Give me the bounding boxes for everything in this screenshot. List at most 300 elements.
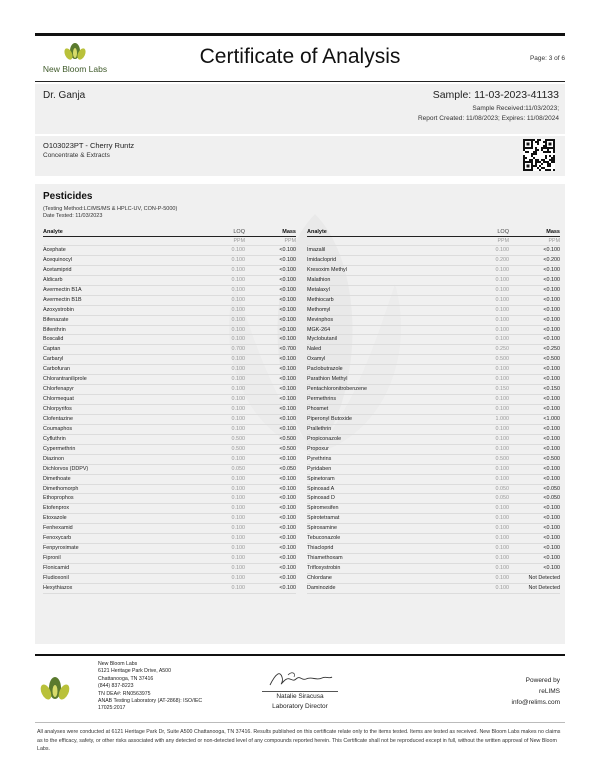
mass-value: <0.100 [543,445,560,452]
analyte-name: Imidacloprid [307,256,337,263]
analyte-name: Acequinocyl [43,256,73,263]
mass-value: <0.100 [279,296,296,303]
mass-value: <0.100 [543,475,560,482]
analyte-name: Oxamyl [307,356,326,363]
table-row [43,425,296,435]
table-row [43,256,296,266]
top-rule [35,33,565,36]
analyte-name: Diazinon [43,455,64,462]
loq-value: 0.100 [231,266,245,273]
analyte-name: Thiacloprid [307,545,334,552]
mass-value: <1.000 [543,415,560,422]
analyte-name: Pyrethrins [307,455,332,462]
loq-value: 0.100 [495,555,509,562]
loq-value: 0.100 [495,505,509,512]
loq-value: 0.100 [231,286,245,293]
loq-value: 0.050 [231,465,245,472]
mass-value: <0.100 [543,396,560,403]
analyte-name: Permethrins [307,396,337,403]
loq-value: 0.500 [495,356,509,363]
analyte-name: Malathion [307,276,331,283]
lab-address-line: Chattanooga, TN 37416 [98,675,154,682]
column-header-analyte: Analyte [43,229,63,235]
mass-value: <0.100 [279,266,296,273]
table-row [307,266,560,276]
analyte-name: Methiocarb [307,296,334,303]
mass-value: <0.100 [279,396,296,403]
mass-value: Not Detected [528,584,560,591]
table-row [307,345,560,355]
loq-value: 0.100 [495,535,509,542]
disclaimer-text: All analyses were conducted at 6121 Heritage Park Dr, Suite A500 Chattanooga, TN 37416. Results published on this certificate relate only to the items tested. Items are tested as received. New Bloom Labs makes no claims as to the efficacy, safety, or other risks associated with any detected or non-detected level of any compounds reported herein. This Certificate shall not be reproduced except in full, without the written approval of New Bloom Labs. [37,729,561,752]
table-row [307,385,560,395]
loq-value: 0.100 [231,545,245,552]
column-header-loq: LOQ [233,229,245,235]
loq-value: 0.100 [231,336,245,343]
mass-value: <0.100 [279,336,296,343]
table-row [307,584,560,594]
mass-value: <0.100 [543,425,560,432]
mass-value: <0.500 [543,455,560,462]
lab-address-line: (844) 837-8223 [98,683,134,690]
mass-value: <0.100 [279,535,296,542]
analyte-name: Chlorpyrifos [43,406,72,412]
mass-value: <0.100 [543,306,560,313]
lims-name: reLIMS [539,688,560,695]
table-row [43,465,296,475]
qr-code-icon[interactable] [523,139,555,171]
analyte-name: Bifenthrin [43,326,66,333]
analyte-name: Propiconazole [307,435,342,442]
mass-value: <0.100 [543,376,560,383]
mass-value: <0.100 [543,326,560,333]
table-row [307,326,560,336]
signature-image [262,669,338,691]
analyte-name: Kresoxim Methyl [307,266,347,273]
loq-value: 0.100 [231,396,245,403]
signature-line [262,691,338,692]
table-row [43,415,296,425]
column-header-loq: LOQ [497,229,509,235]
mass-value: <0.100 [543,555,560,562]
table-row [307,246,560,256]
loq-value: 0.100 [231,525,245,532]
analyte-name: Cypermethrin [43,445,76,452]
report-dates: Report Created: 11/08/2023; Expires: 11/08/2024 [417,115,559,122]
analyte-name: Carbaryl [43,356,64,363]
analyte-name: Chlorantraniliprole [43,376,87,383]
table-row [43,455,296,465]
signer-name: Natalie Siracusa [276,693,324,700]
table-row [43,405,296,415]
analyte-name: Chlormequat [43,396,74,403]
loq-value: 0.700 [231,346,245,353]
loq-value: 0.100 [231,485,245,492]
mass-value: <0.700 [279,346,296,353]
mass-value: <0.100 [543,515,560,522]
table-row [43,395,296,405]
mass-value: <0.100 [279,545,296,552]
analyte-name: Spiromesifen [307,505,339,512]
loq-value: 0.150 [495,386,509,393]
mass-value: Not Detected [528,574,560,581]
loq-value: 0.100 [495,584,509,591]
loq-value: 0.100 [495,306,509,313]
mass-value: <0.100 [279,485,296,492]
loq-value: 0.100 [231,475,245,482]
table-row [43,445,296,455]
mass-value: <0.100 [279,256,296,263]
table-row [307,534,560,544]
loq-value: 0.050 [495,495,509,502]
loq-value: 0.100 [495,435,509,442]
mass-value: <0.100 [279,286,296,293]
loq-value: 0.100 [495,475,509,482]
analyte-name: Pentachloronitrobenzene [307,386,367,393]
analyte-name: Imazalil [307,247,326,253]
analyte-name: Spinosad D [307,495,335,502]
table-row [43,475,296,485]
lab-address-line: TN DEA#: RN0563975 [98,690,151,697]
section-title: Pesticides [43,191,93,202]
page-title: Certificate of Analysis [199,45,401,68]
loq-value: 0.100 [495,366,509,373]
analyte-name: Aldicarb [43,276,63,283]
analyte-name: Dichlorvos (DDPV) [43,465,89,472]
analyte-name: Spiroxamine [307,525,337,532]
mass-value: <0.100 [543,276,560,283]
table-row [307,485,560,495]
loq-value: 0.100 [231,356,245,363]
table-row [43,335,296,345]
mass-value: <0.100 [279,555,296,562]
mass-value: <0.100 [543,336,560,343]
analyte-name: Captan [43,346,61,353]
analyte-name: Dimethomorph [43,485,79,492]
table-row [43,584,296,594]
table-row [307,405,560,415]
loq-value: 0.100 [231,574,245,581]
loq-value: 0.100 [231,306,245,313]
loq-value: 0.100 [231,326,245,333]
loq-value: 0.100 [495,286,509,293]
analyte-name: Trifloxystrobin [307,565,341,571]
analyte-name: Chlordane [307,574,332,581]
mass-value: <0.050 [543,485,560,492]
table-row [43,316,296,326]
mass-value: <0.100 [543,545,560,552]
loq-value: 0.100 [495,545,509,552]
lims-email-link[interactable]: info@relims.com [511,699,560,706]
loq-value: 0.100 [495,316,509,323]
analyte-name: Spirotetramat [307,515,340,522]
analyte-name: Azoxystrobin [43,306,74,313]
mass-value: <0.100 [279,306,296,313]
analyte-name: Paclobutrazole [307,366,343,373]
mass-value: <0.250 [543,346,560,353]
loq-value: 0.100 [495,406,509,412]
table-row [307,514,560,524]
lab-address-line: New Bloom Labs [98,661,138,667]
analyte-name: Bifenazate [43,316,69,323]
table-row [307,395,560,405]
loq-value: 0.100 [495,266,509,273]
testing-method: (Testing Method:LC/MS/MS & HPLC-UV, CON-P-5000) [43,206,178,212]
results-table-right [307,228,560,594]
mass-value: <0.100 [279,425,296,432]
table-row [307,465,560,475]
pesticides-section [35,184,565,644]
table-row [43,554,296,564]
mass-value: <0.100 [543,565,560,571]
loq-value: 0.100 [231,386,245,393]
mass-value: <0.100 [279,376,296,383]
mass-value: <0.100 [279,386,296,393]
analyte-name: Etoxazole [43,515,67,522]
table-row [307,256,560,266]
analyte-name: Flonicamid [43,565,70,571]
loq-value: 0.100 [231,366,245,373]
loq-value: 0.100 [231,584,245,591]
mass-value: <0.100 [279,366,296,373]
unit-mass: PPM [548,238,560,244]
analyte-name: Pyridaben [307,465,332,472]
mass-value: <0.100 [543,296,560,303]
loq-value: 0.100 [231,376,245,383]
table-row [43,345,296,355]
header-divider [35,81,565,82]
product-name: O103023PT - Cherry Runtz [43,141,135,150]
mass-value: <0.100 [543,266,560,273]
lab-address-line: ANAB Testing Laboratory (AT-2868): ISO/IEC [98,698,203,705]
results-table-left [43,228,296,594]
analyte-name: Fipronil [43,555,61,562]
loq-value: 0.100 [495,425,509,432]
analyte-name: Spinetoram [307,475,335,482]
table-row [307,494,560,504]
table-row [43,276,296,286]
loq-value: 0.100 [495,376,509,383]
mass-value: <0.100 [279,475,296,482]
table-row [307,504,560,514]
mass-value: <0.100 [543,286,560,293]
table-row [43,534,296,544]
table-row [307,435,560,445]
table-row [43,574,296,584]
loq-value: 0.500 [231,435,245,442]
column-header-analyte: Analyte [307,229,327,235]
analyte-name: Phosmet [307,406,329,412]
report-header [35,37,565,81]
loq-value: 0.100 [231,555,245,562]
table-row [307,445,560,455]
loq-value: 0.100 [495,565,509,571]
sample-id: Sample: 11-03-2023-41133 [432,89,559,101]
product-info-band [35,136,565,176]
table-row [307,564,560,574]
analyte-name: Avermectin B1B [43,296,82,303]
table-row [43,286,296,296]
loq-value: 0.100 [231,256,245,263]
mass-value: <0.100 [279,584,296,591]
table-row [307,554,560,564]
loq-value: 0.250 [495,346,509,353]
units-row [43,237,296,246]
table-row [307,355,560,365]
table-row [43,494,296,504]
loq-value: 0.100 [231,495,245,502]
table-row [43,544,296,554]
analyte-name: Dimethoate [43,475,71,482]
unit-loq: PPM [233,238,245,244]
mass-value: <0.500 [279,435,296,442]
mass-value: <0.100 [279,505,296,512]
mass-value: <0.100 [279,276,296,283]
loq-value: 0.100 [495,276,509,283]
column-header-mass: Mass [282,229,296,235]
table-row [307,365,560,375]
loq-value: 0.100 [495,525,509,532]
analyte-name: Daminozide [307,584,336,591]
loq-value: 0.100 [495,574,509,581]
table-row [43,355,296,365]
mass-value: <0.100 [279,415,296,422]
column-header-mass: Mass [546,229,560,235]
loq-value: 0.100 [495,247,509,253]
mass-value: <0.100 [543,535,560,542]
mass-value: <0.100 [543,366,560,373]
mass-value: <0.500 [279,445,296,452]
table-row [43,485,296,495]
mass-value: <0.100 [279,406,296,412]
mass-value: <0.100 [279,525,296,532]
analyte-name: Myclobutanil [307,336,337,343]
analyte-name: Etofenprox [43,505,70,512]
analyte-name: Methomyl [307,306,331,313]
analyte-name: Chlorfenapyr [43,386,74,393]
loq-value: 0.100 [231,276,245,283]
disclaimer-divider [35,722,565,723]
analyte-name: Coumaphos [43,425,73,432]
table-header [43,228,296,237]
analyte-name: Naled [307,346,322,353]
table-row [43,385,296,395]
mass-value: <0.100 [279,316,296,323]
loq-value: 0.500 [231,445,245,452]
loq-value: 0.100 [495,336,509,343]
analyte-name: Fenhexamid [43,525,73,532]
analyte-name: Acetamiprid [43,266,72,273]
loq-value: 0.100 [231,296,245,303]
mass-value: <0.100 [543,316,560,323]
table-row [307,335,560,345]
analyte-name: Parathion Methyl [307,376,348,383]
powered-by-label: Powered by [525,677,560,684]
analyte-name: Hexythiazox [43,584,73,591]
analyte-name: Cyfluthrin [43,435,66,442]
analyte-name: Metalaxyl [307,286,330,293]
table-row [307,425,560,435]
footer-leaf-logo-icon [40,676,70,702]
lab-address-block [98,661,202,713]
mass-value: <0.150 [543,386,560,393]
loq-value: 0.100 [231,455,245,462]
loq-value: 0.050 [495,485,509,492]
table-row [43,435,296,445]
analyte-name: Piperonyl Butoxide [307,415,352,422]
loq-value: 0.100 [495,296,509,303]
analyte-name: Fludioxonil [43,574,69,581]
loq-value: 0.100 [231,406,245,412]
powered-by-block [512,675,561,708]
table-row [43,524,296,534]
mass-value: <0.100 [543,406,560,412]
table-row [307,415,560,425]
analyte-name: Boscalid [43,336,64,343]
mass-value: <0.100 [279,574,296,581]
mass-value: <0.100 [279,247,296,253]
loq-value: 1.000 [495,415,509,422]
table-row [307,475,560,485]
product-category: Concentrate & Extracts [43,152,110,159]
table-row [307,276,560,286]
loq-value: 0.100 [495,515,509,522]
table-row [307,286,560,296]
loq-value: 0.100 [231,505,245,512]
loq-value: 0.100 [231,565,245,571]
mass-value: <0.100 [543,247,560,253]
table-row [43,306,296,316]
mass-value: <0.100 [543,435,560,442]
table-header [307,228,560,237]
mass-value: <0.100 [279,565,296,571]
analyte-name: MGK-264 [307,326,331,333]
loq-value: 0.100 [495,445,509,452]
client-info-band [35,84,565,134]
table-row [307,544,560,554]
mass-value: <0.050 [279,465,296,472]
mass-value: <0.100 [543,505,560,512]
table-row [43,246,296,256]
analyte-name: Propoxur [307,445,329,452]
table-row [307,375,560,385]
lab-address-line: 6121 Heritage Park Drive, A500 [98,668,171,675]
analyte-name: Acephate [43,247,66,253]
mass-value: <0.500 [543,356,560,363]
table-row [43,296,296,306]
analyte-name: Tebuconazole [307,535,341,542]
date-tested: Date Tested: 11/03/2023 [43,213,103,219]
analyte-name: Mevinphos [307,316,334,323]
loq-value: 0.100 [231,425,245,432]
table-row [307,455,560,465]
lab-logo-text: New Bloom Labs [42,64,108,74]
table-row [307,524,560,534]
loq-value: 0.100 [231,415,245,422]
table-row [43,266,296,276]
signer-title: Laboratory Director [272,703,328,710]
table-row [307,306,560,316]
loq-value: 0.100 [495,396,509,403]
analyte-name: Thiamethoxam [307,555,343,562]
analyte-name: Avermectin B1A [43,286,82,293]
loq-value: 0.100 [231,535,245,542]
table-row [43,514,296,524]
loq-value: 0.200 [495,256,509,263]
lab-address-line: 17025:2017 [98,705,126,712]
analyte-name: Fenoxycarb [43,535,72,542]
analyte-name: Ethoprophos [43,495,74,502]
